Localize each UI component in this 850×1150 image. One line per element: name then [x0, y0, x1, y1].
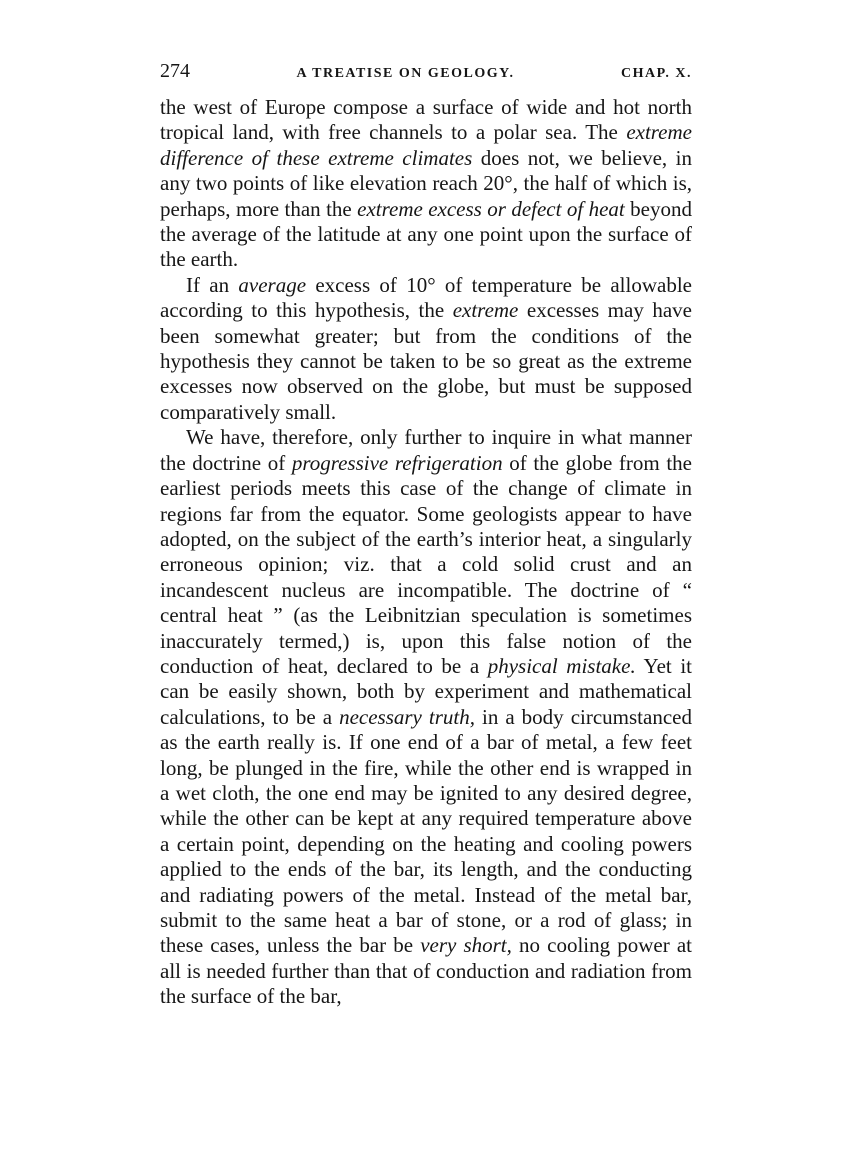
text-run: in a body circumstanced as the earth really is. If one end of a bar of metal, a few feet long, be plunged in the fire, while the other end is wrapped in a wet cloth, the one end may be ignited to any desired degree, while the other can be kept at any required temperature above a certain point, depending on the heating and cooling powers applied to the ends of the bar, its length, and the conducting and radiating powers of the metal. Instead of the metal bar, submit to the same heat a bar of stone, or a rod of glass; in these cases, unless the bar be: [160, 704, 692, 958]
paragraph-3: [160, 425, 692, 1009]
italic-phrase: extreme difference of these extreme climates: [160, 120, 692, 170]
paragraph-1: [160, 95, 692, 273]
text-run: Yet it can be easily shown, both by experiment and mathematical calculations, to be a: [160, 653, 693, 729]
text-run: of the globe from the earliest periods meets this case of the change of climate in regions far from the equator. Some geologists appear to have adopted, on the subject of the earth’s interior heat, a singularly erroneous opinion; viz. that a cold solid crust and an incandescent nucleus are incompatible. The doctrine of “ central heat ” (as the Leibnitzian speculation is sometimes inaccurately termed,) is, upon this false notion of the conduction of heat, declared to be a: [160, 450, 693, 678]
paragraph-2: [160, 273, 692, 425]
italic-phrase: extreme: [452, 298, 519, 323]
italic-phrase: average: [238, 272, 307, 297]
text-run: beyond the average of the latitude at any one point upon the surface of the earth.: [160, 196, 692, 272]
italic-phrase: progressive refrigeration: [291, 450, 503, 475]
text-run: excess of 10° of temperature be allowable according to this hypothesis, the: [160, 272, 692, 323]
italic-phrase: extreme excess or defect of heat: [357, 196, 625, 221]
body-text: [160, 95, 692, 1010]
text-run: If an: [186, 272, 239, 297]
text-run: the west of Europe compose a surface of wide and hot north tropical land, with free channels to a polar sea. The: [160, 95, 692, 145]
italic-phrase: necessary truth,: [339, 704, 475, 729]
page-number: 274: [160, 60, 190, 82]
text-run: excesses may have been somewhat greater; but from the conditions of the hypothesis they cannot be taken to be so great as the extreme excesses now observed on the globe, but must be supposed comparatively small.: [160, 298, 692, 424]
chapter-label: CHAP. X.: [620, 66, 692, 81]
running-title: A TREATISE ON GEOLOGY.: [296, 66, 515, 81]
text-run: We have, therefore, only further to inquire in what manner the doctrine of: [160, 425, 692, 475]
italic-phrase: physical mistake.: [487, 653, 636, 678]
text-run: no cooling power at all is needed further than that of conduction and radiation from the surface of the bar,: [160, 933, 692, 1009]
running-header: [160, 60, 692, 83]
book-page: [160, 60, 692, 1010]
italic-phrase: very short,: [420, 933, 512, 958]
text-run: does not, we believe, in any two points of like elevation reach 20°, the half of which is, perhaps, more than the: [160, 145, 693, 221]
